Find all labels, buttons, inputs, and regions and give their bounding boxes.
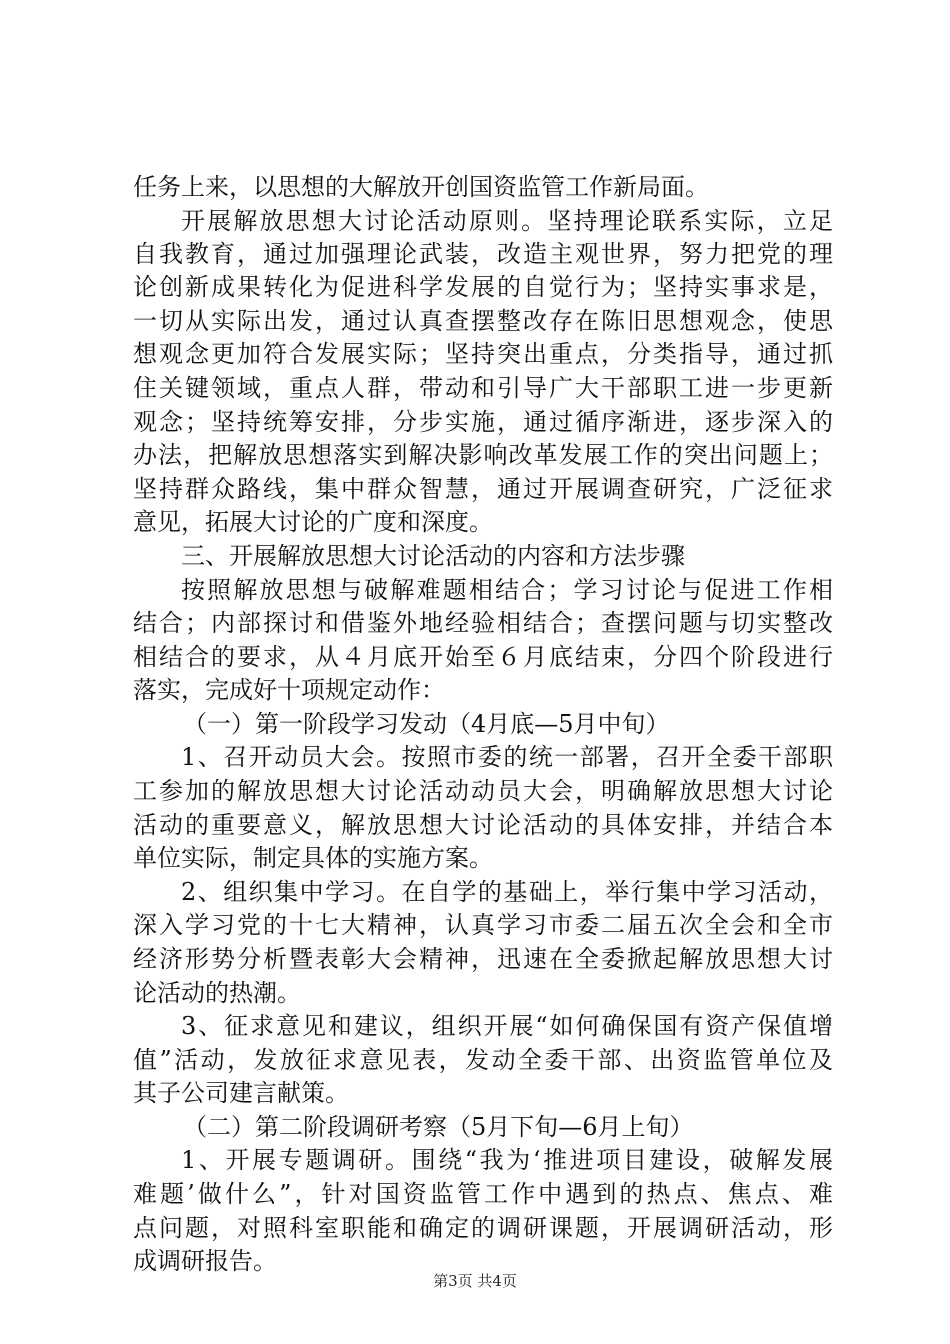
text-line: 经济形势分析暨表彰大会精神，迅速在全委掀起解放思想大讨 bbox=[133, 945, 833, 973]
text-line: 其子公司建言献策。 bbox=[133, 1079, 349, 1107]
paragraph-first-line: 开展解放思想大讨论活动原则。坚持理论联系实际，立足 bbox=[181, 207, 833, 235]
paragraph-first-line: 2、组织集中学习。在自学的基础上，举行集中学习活动， bbox=[181, 878, 833, 906]
text-line: 坚持群众路线，集中群众智慧，通过开展调查研究，广泛征求 bbox=[133, 475, 833, 503]
subsection-heading: （二）第二阶段调研考察（5月下旬—6月上旬） bbox=[183, 1113, 694, 1141]
paragraph-first-line: 1、开展专题调研。围绕“我为‘推进项目建设，破解发展 bbox=[181, 1146, 833, 1174]
paragraph-first-line: 按照解放思想与破解难题相结合；学习讨论与促进工作相 bbox=[181, 576, 833, 604]
text-line: 相结合的要求，从４月底开始至６月底结束，分四个阶段进行 bbox=[133, 643, 833, 671]
text-line: 落实，完成好十项规定动作： bbox=[133, 676, 445, 704]
text-line: 活动的重要意义，解放思想大讨论活动的具体安排，并结合本 bbox=[133, 811, 833, 839]
page-number: 第3页 共4页 bbox=[433, 1272, 517, 1290]
text-line: 意见，拓展大讨论的广度和深度。 bbox=[133, 508, 493, 536]
text-line: 成调研报告。 bbox=[133, 1247, 277, 1275]
text-line: 想观念更加符合发展实际；坚持突出重点，分类指导，通过抓 bbox=[133, 340, 833, 368]
text-line: 论创新成果转化为促进科学发展的自觉行为；坚持实事求是， bbox=[133, 273, 833, 301]
text-line: 住关键领域，重点人群，带动和引导广大干部职工进一步更新 bbox=[133, 374, 833, 402]
text-line: 工参加的解放思想大讨论活动动员大会，明确解放思想大讨论 bbox=[133, 777, 833, 805]
paragraph-first-line: 1、召开动员大会。按照市委的统一部署，召开全委干部职 bbox=[181, 743, 833, 771]
text-line: 深入学习党的十七大精神，认真学习市委二届五次全会和全市 bbox=[133, 911, 833, 939]
text-line: 难题’做什么”，针对国资监管工作中遇到的热点、焦点、难 bbox=[133, 1180, 833, 1208]
text-line: 任务上来，以思想的大解放开创国资监管工作新局面。 bbox=[133, 173, 709, 201]
paragraph-first-line: 3、征求意见和建议，组织开展“如何确保国有资产保值增 bbox=[181, 1012, 833, 1040]
text-line: 一切从实际出发，通过认真查摆整改存在陈旧思想观念，使思 bbox=[133, 307, 833, 335]
text-line: 值”活动，发放征求意见表，发动全委干部、出资监管单位及 bbox=[133, 1046, 833, 1074]
text-line: 结合；内部探讨和借鉴外地经验相结合；查摆问题与切实整改 bbox=[133, 609, 833, 637]
text-line: 单位实际，制定具体的实施方案。 bbox=[133, 844, 493, 872]
subsection-heading: （一）第一阶段学习发动（4月底—5月中旬） bbox=[183, 710, 670, 738]
section-heading: 三、开展解放思想大讨论活动的内容和方法步骤 bbox=[181, 542, 685, 570]
text-line: 论活动的热潮。 bbox=[133, 979, 301, 1007]
text-line: 点问题，对照科室职能和确定的调研课题，开展调研活动，形 bbox=[133, 1214, 833, 1242]
text-line: 自我教育，通过加强理论武装，改造主观世界，努力把党的理 bbox=[133, 240, 833, 268]
text-line: 办法，把解放思想落实到解决影响改革发展工作的突出问题上； bbox=[133, 441, 833, 469]
text-line: 观念；坚持统筹安排，分步实施，通过循序渐进，逐步深入的 bbox=[133, 408, 833, 436]
